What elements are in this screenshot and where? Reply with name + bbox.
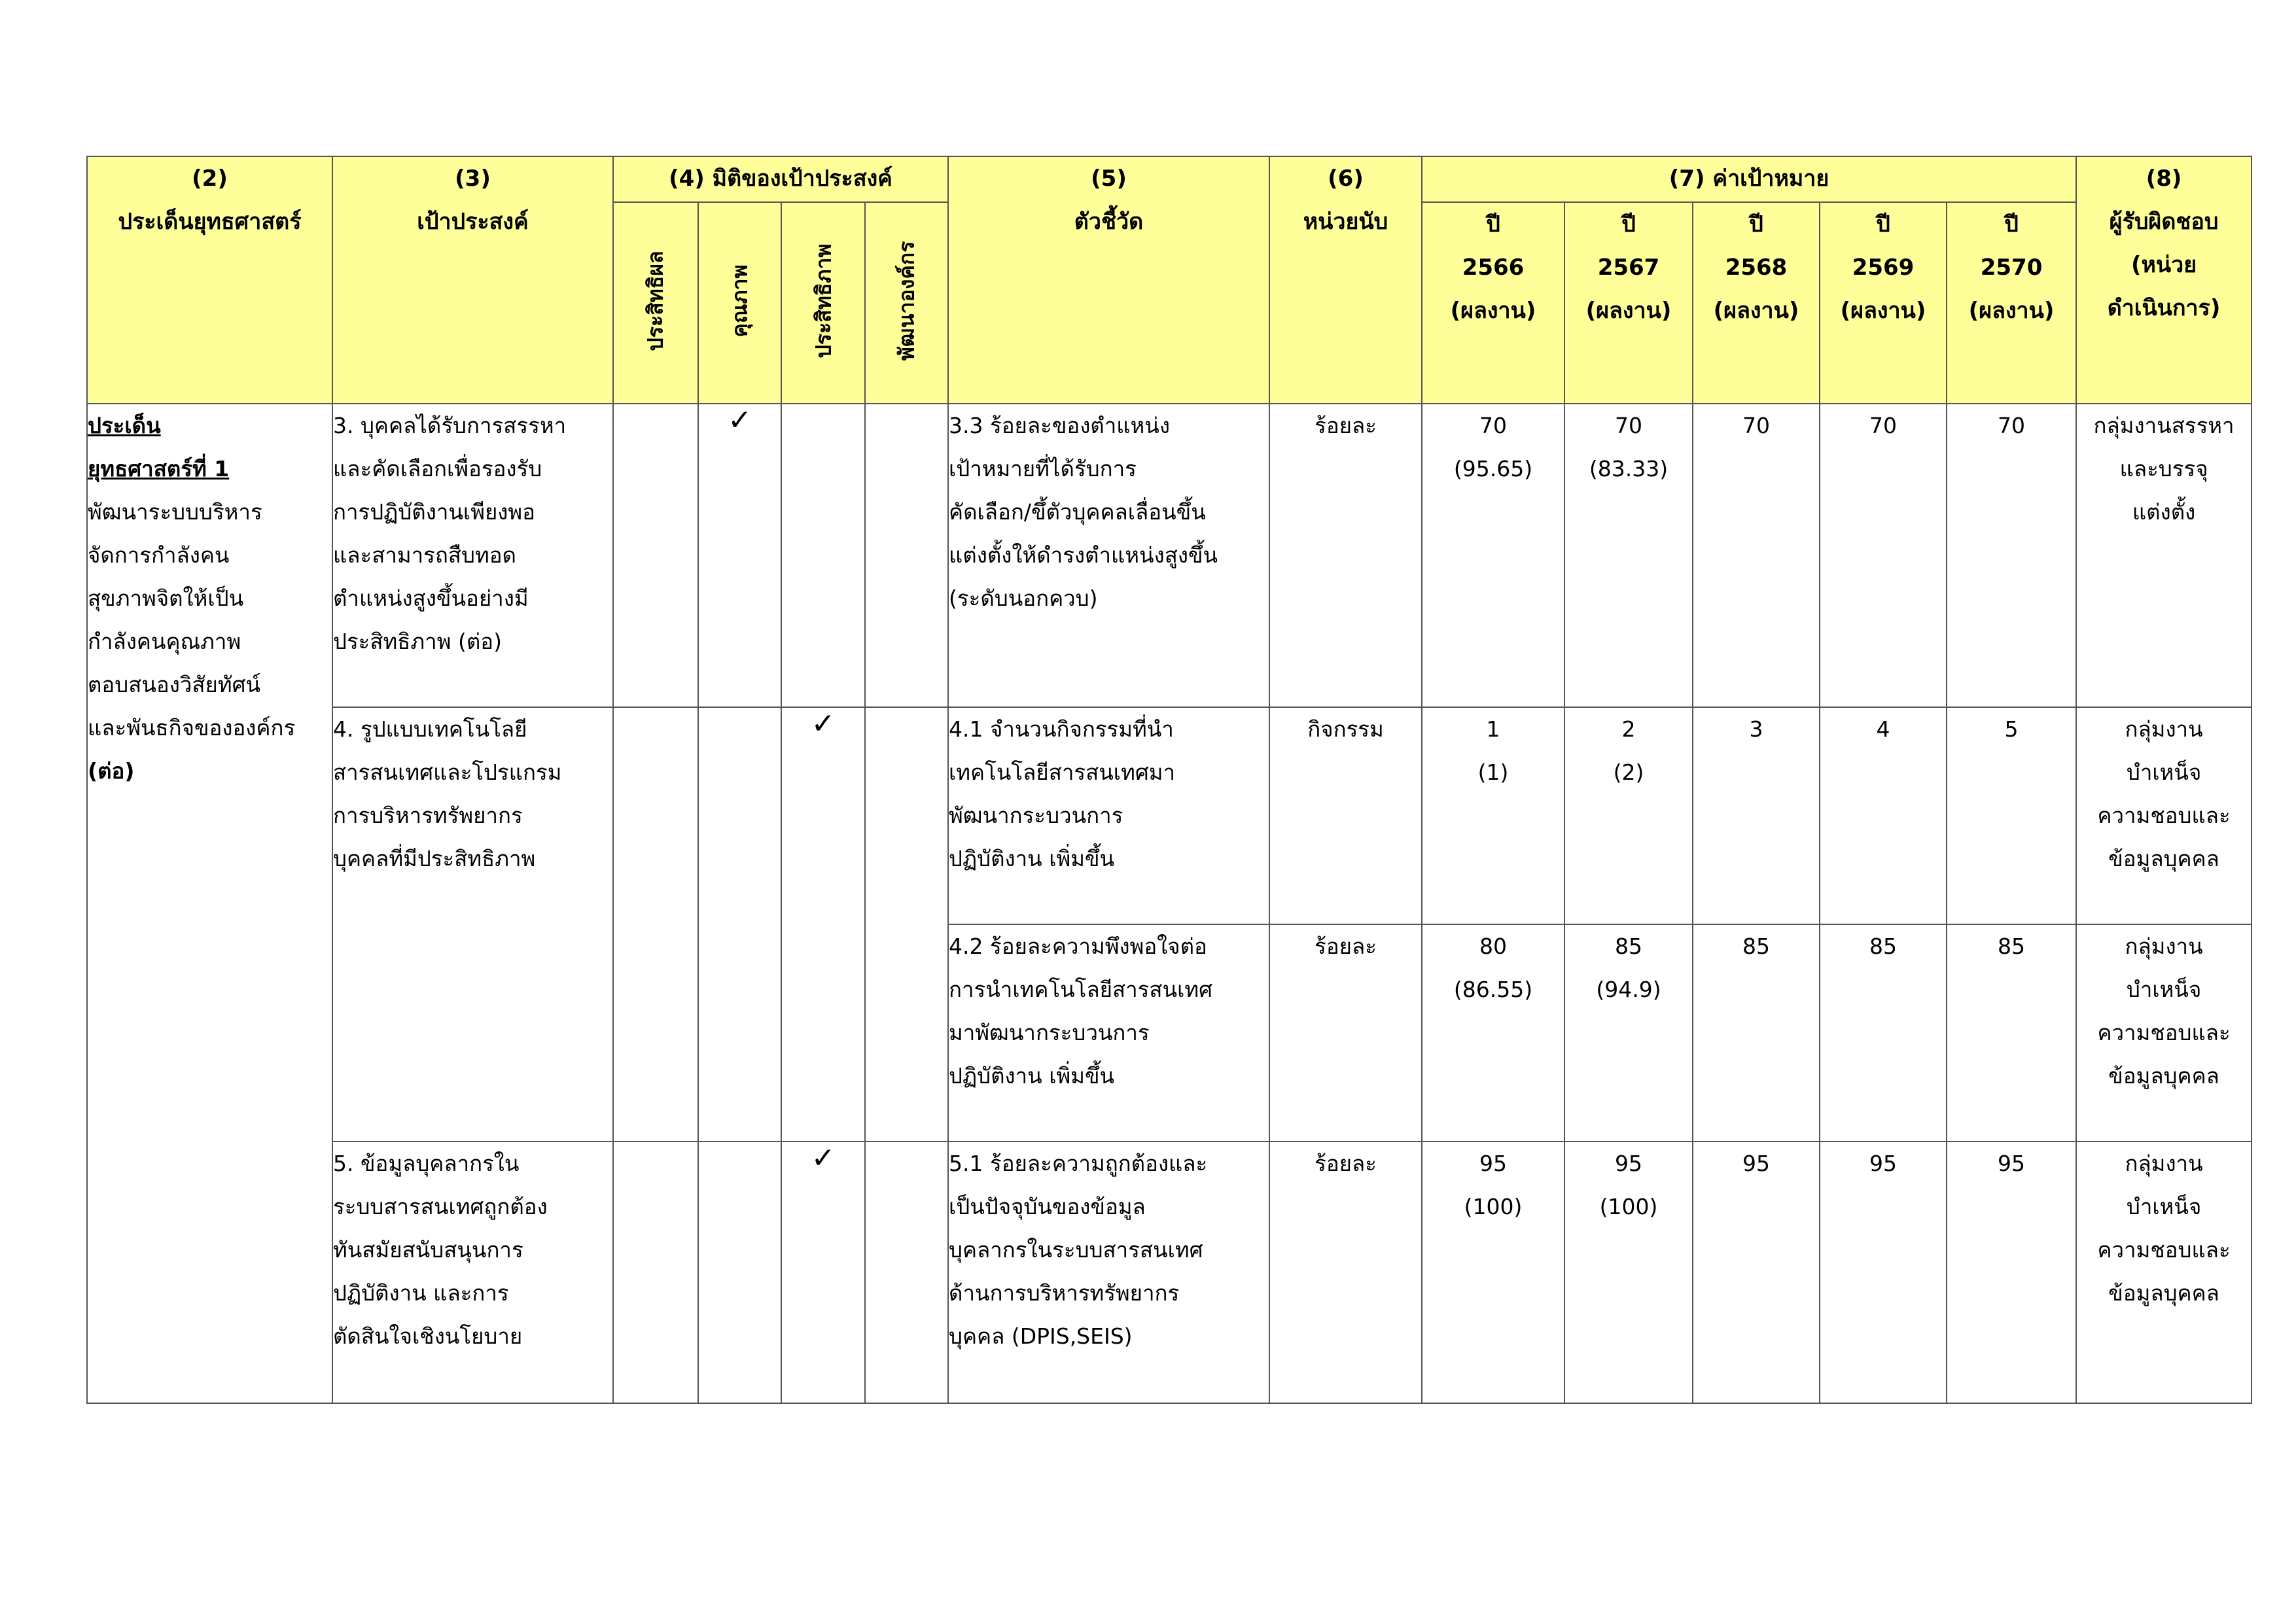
target-cell: 85 (1947, 924, 2076, 1142)
strategy-plan-table (86, 156, 2252, 1404)
table-row (87, 707, 2252, 924)
header-dim-quality: คุณภาพ (698, 202, 781, 404)
indicator-cell: 5.1 ร้อยละความถูกต้องและ เป็นปัจจุบันของข้อมูล บุคลากรในระบบสารสนเทศ ด้านการบริหารทรัพยากร บุคคล (DPIS,SEIS) (948, 1142, 1269, 1403)
unit-cell: ร้อยละ (1269, 404, 1422, 707)
target-cell: 95 (1947, 1142, 2076, 1403)
dim-cell (613, 404, 698, 707)
target-cell: 80 (86.55) (1422, 924, 1564, 1142)
dim-cell (698, 707, 781, 1142)
header-year-2569: ปี 2569 (ผลงาน) (1820, 202, 1947, 404)
responsible-cell: กลุ่มงาน บำเหน็จ ความชอบและ ข้อมูลบุคคล (2076, 924, 2252, 1142)
target-cell: 2 (2) (1564, 707, 1693, 924)
target-cell: 4 (1820, 707, 1947, 924)
target-cell: 70 (1947, 404, 2076, 707)
dim-cell (698, 1142, 781, 1403)
check-mark-icon: ✓ (698, 404, 781, 707)
indicator-cell: 4.1 จำนวนกิจกรรมที่นำ เทคโนโลยีสารสนเทศมา พัฒนากระบวนการ ปฏิบัติงาน เพิ่มขึ้น (948, 707, 1269, 924)
header-year-2570: ปี 2570 (ผลงาน) (1947, 202, 2076, 404)
target-cell: 95 (100) (1422, 1142, 1564, 1403)
indicator-cell: 4.2 ร้อยละความพึงพอใจต่อ การนำเทคโนโลยีสารสนเทศ มาพัฒนากระบวนการ ปฏิบัติงาน เพิ่มขึ้น (948, 924, 1269, 1142)
target-cell: 95 (1820, 1142, 1947, 1403)
target-cell: 70 (83.33) (1564, 404, 1693, 707)
check-mark-icon: ✓ (781, 1142, 865, 1403)
unit-cell: ร้อยละ (1269, 924, 1422, 1142)
target-cell: 1 (1) (1422, 707, 1564, 924)
header-year-2568: ปี 2568 (ผลงาน) (1693, 202, 1820, 404)
table-row (87, 404, 2252, 707)
check-mark-icon: ✓ (781, 707, 865, 1142)
target-cell: 70 (95.65) (1422, 404, 1564, 707)
dim-cell (865, 404, 948, 707)
dim-cell (781, 404, 865, 707)
goal-cell: 3. บุคคลได้รับการสรรหา และคัดเลือกเพื่อรองรับ การปฏิบัติงานเพียงพอ และสามารถสืบทอด ตำแหน่งสูงขึ้นอย่างมี ประสิทธิภาพ (ต่อ) (332, 404, 613, 707)
header-targets: (7) ค่าเป้าหมาย (1422, 156, 2076, 202)
unit-cell: กิจกรรม (1269, 707, 1422, 924)
goal-cell: 5. ข้อมูลบุคลากรใน ระบบสารสนเทศถูกต้อง ทันสมัยสนับสนุนการ ปฏิบัติงาน และการ ตัดสินใจเชิงนโยบาย (332, 1142, 613, 1403)
header-goal-dimensions: (4) มิติของเป้าประสงค์ (613, 156, 948, 202)
responsible-cell: กลุ่มงานสรรหา และบรรจุ แต่งตั้ง (2076, 404, 2252, 707)
header-dim-org-development: พัฒนาองค์กร (865, 202, 948, 404)
target-cell: 85 (1820, 924, 1947, 1142)
table-row (87, 1142, 2252, 1403)
header-indicator: (5) ตัวชี้วัด (948, 156, 1269, 404)
target-cell: 5 (1947, 707, 2076, 924)
header-dim-effectiveness: ประสิทธิผล (613, 202, 698, 404)
target-cell: 70 (1693, 404, 1820, 707)
header-unit: (6) หน่วยนับ (1269, 156, 1422, 404)
target-cell: 95 (100) (1564, 1142, 1693, 1403)
header-strategic-issue: (2) ประเด็นยุทธศาสตร์ (87, 156, 332, 404)
dim-cell (613, 707, 698, 1142)
unit-cell: ร้อยละ (1269, 1142, 1422, 1403)
responsible-cell: กลุ่มงาน บำเหน็จ ความชอบและ ข้อมูลบุคคล (2076, 1142, 2252, 1403)
target-cell: 3 (1693, 707, 1820, 924)
dim-cell (865, 707, 948, 1142)
header-year-2566: ปี 2566 (ผลงาน) (1422, 202, 1564, 404)
target-cell: 70 (1820, 404, 1947, 707)
indicator-cell: 3.3 ร้อยละของตำแหน่ง เป้าหมายที่ได้รับการ คัดเลือก/ขึ้ตัวบุคคลเลื่อนขึ้น แต่งตั้งให้ดำรงตำแหน่งสูงขึ้น (ระดับนอกควบ) (948, 404, 1269, 707)
header-goal: (3) เป้าประสงค์ (332, 156, 613, 404)
header-responsible: (8) ผู้รับผิดชอบ (หน่วย ดำเนินการ) (2076, 156, 2252, 404)
strategic-issue-cell: ประเด็น ยุทธศาสตร์ที่ 1 พัฒนาระบบบริหาร จัดการกำลังคน สุขภาพจิตให้เป็น กำลังคนคุณภาพ ตอบสนองวิสัยทัศน์ และพันธกิจขององค์กร (ต่อ) (87, 404, 332, 1403)
dim-cell (865, 1142, 948, 1403)
target-cell: 95 (1693, 1142, 1820, 1403)
header-dim-efficiency: ประสิทธิภาพ (781, 202, 865, 404)
dim-cell (613, 1142, 698, 1403)
header-year-2567: ปี 2567 (ผลงาน) (1564, 202, 1693, 404)
responsible-cell: กลุ่มงาน บำเหน็จ ความชอบและ ข้อมูลบุคคล (2076, 707, 2252, 924)
target-cell: 85 (94.9) (1564, 924, 1693, 1142)
goal-cell: 4. รูปแบบเทคโนโลยี สารสนเทศและโปรแกรม การบริหารทรัพยากร บุคคลที่มีประสิทธิภาพ (332, 707, 613, 1142)
target-cell: 85 (1693, 924, 1820, 1142)
